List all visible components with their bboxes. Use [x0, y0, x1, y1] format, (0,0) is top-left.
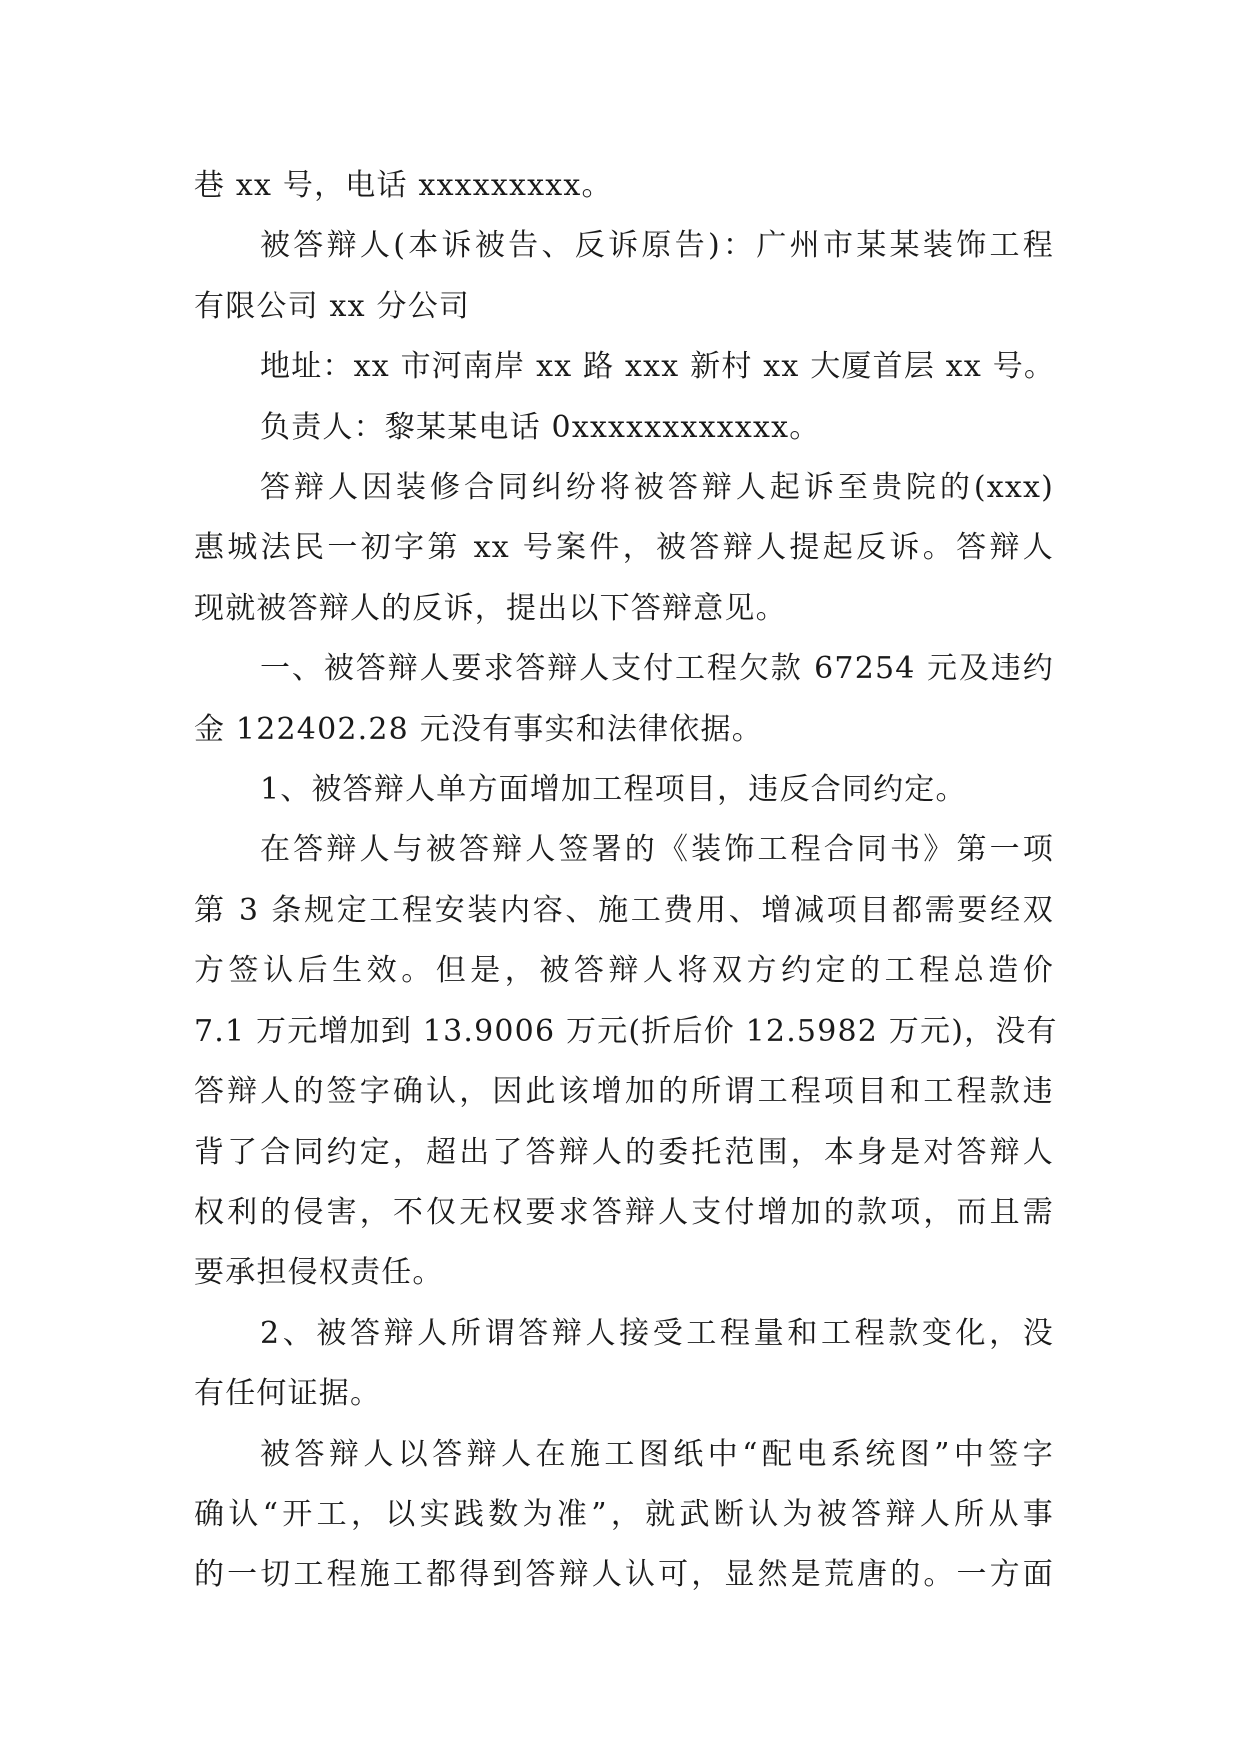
text-line: 惠城法民一初字第 xx 号案件，被答辩人提起反诉。答辩人 — [194, 530, 1054, 566]
text-line: 2、被答辩人所谓答辩人接受工程量和工程款变化，没 — [260, 1315, 1054, 1351]
text-line: 被答辩人(本诉被告、反诉原告)：广州市某某装饰工程 — [260, 228, 1054, 264]
text-line: 地址：xx 市河南岸 xx 路 xxx 新村 xx 大厦首层 xx 号。 — [260, 349, 1056, 385]
text-line: 一、被答辩人要求答辩人支付工程欠款 67254 元及违约 — [260, 651, 1054, 687]
text-line: 确认“开工，以实践数为准”，就武断认为被答辩人所从事 — [194, 1496, 1054, 1532]
text-line: 方签认后生效。但是，被答辩人将双方约定的工程总造价 — [194, 953, 1054, 989]
text-line: 现就被答辩人的反诉，提出以下答辩意见。 — [194, 590, 787, 626]
text-line: 要承担侵权责任。 — [194, 1255, 444, 1291]
text-line: 第 3 条规定工程安装内容、施工费用、增减项目都需要经双 — [194, 892, 1054, 928]
text-line: 背了合同约定，超出了答辩人的委托范围，本身是对答辩人 — [194, 1134, 1054, 1170]
text-line: 1、被答辩人单方面增加工程项目，违反合同约定。 — [260, 772, 967, 808]
text-line: 有限公司 xx 分公司 — [194, 288, 471, 324]
text-line: 巷 xx 号，电话 xxxxxxxxx。 — [194, 168, 613, 203]
text-line: 7.1 万元增加到 13.9006 万元(折后价 12.5982 万元)，没有 — [194, 1013, 1058, 1049]
text-line: 答辩人的签字确认，因此该增加的所谓工程项目和工程款违 — [194, 1074, 1054, 1110]
text-line: 金 122402.28 元没有事实和法律依据。 — [194, 711, 763, 747]
text-line: 的一切工程施工都得到答辩人认可，显然是荒唐的。一方面 — [194, 1557, 1054, 1593]
text-line: 在答辩人与被答辩人签署的《装饰工程合同书》第一项 — [260, 832, 1054, 868]
document-body — [194, 156, 1058, 1606]
text-line: 被答辩人以答辩人在施工图纸中“配电系统图”中签字 — [260, 1436, 1054, 1472]
text-line: 答辩人因装修合同纠纷将被答辩人起诉至贵院的(xxx) — [260, 470, 1054, 506]
text-line: 权利的侵害，不仅无权要求答辩人支付增加的款项，而且需 — [194, 1194, 1054, 1230]
text-line: 有任何证据。 — [194, 1376, 382, 1412]
text-line: 负责人：黎某某电话 0xxxxxxxxxxxx。 — [260, 409, 821, 445]
